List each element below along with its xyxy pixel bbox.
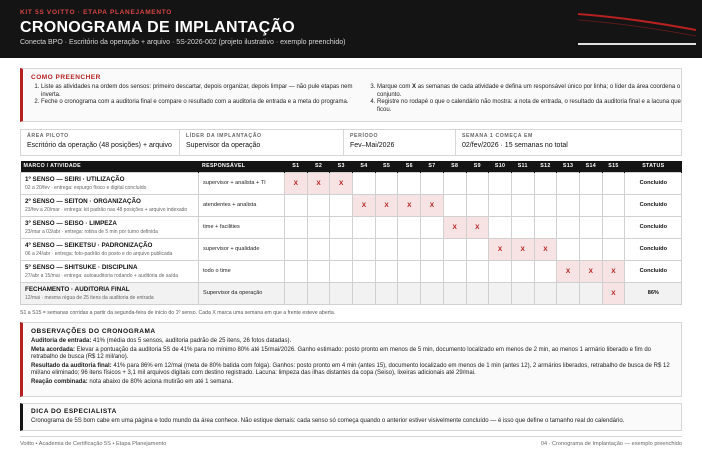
footer-divider bbox=[20, 436, 682, 437]
table-row bbox=[21, 282, 682, 304]
status-cell: Concluído bbox=[625, 172, 682, 194]
week-cell bbox=[579, 172, 602, 194]
week-cell bbox=[489, 260, 512, 282]
week-cell bbox=[307, 194, 330, 216]
step-text-b: as semanas de cada atividade e defina um responsável único por linha; o líder da área coordena o conjunto. bbox=[377, 84, 681, 98]
observation-item bbox=[31, 347, 673, 362]
activity-cell bbox=[21, 216, 199, 238]
responsible-cell: time + facilities bbox=[199, 216, 285, 238]
week-cell bbox=[511, 194, 534, 216]
table-row bbox=[21, 216, 682, 238]
header-decoration-graphic bbox=[572, 0, 702, 58]
week-cell bbox=[466, 260, 489, 282]
how-to-steps-left bbox=[29, 84, 359, 107]
kicker-stage: ETAPA PLANEJAMENTO bbox=[83, 9, 173, 16]
activity-cell bbox=[21, 282, 199, 304]
kicker-separator: · bbox=[77, 9, 81, 16]
expert-tip-title: DICA DO ESPECIALISTA bbox=[31, 408, 117, 415]
meta-period-label: PERÍODO bbox=[350, 133, 379, 139]
week-cell bbox=[489, 216, 512, 238]
week-cell bbox=[421, 238, 444, 260]
week-cell bbox=[375, 260, 398, 282]
observations-title: OBSERVAÇÕES DO CRONOGRAMA bbox=[31, 328, 156, 335]
meta-period-value: Fev–Mai/2026 bbox=[350, 142, 395, 149]
activity-name: 4º SENSO — SEIKETSU · PADRONIZAÇÃO bbox=[25, 241, 153, 249]
week-cell bbox=[534, 216, 557, 238]
table-row bbox=[21, 238, 682, 260]
week-cell bbox=[534, 260, 557, 282]
week-cell bbox=[511, 216, 534, 238]
step-text-a: Marque com bbox=[377, 84, 413, 90]
activity-name: 1º SENSO — SEIRI · UTILIZAÇÃO bbox=[25, 175, 125, 183]
meta-week1-label: SEMANA 1 COMEÇA EM bbox=[462, 133, 533, 139]
how-to-step: 2. Feche o cronograma com a auditoria final e compare o resultado com a auditoria de entrada e a meta do programa. bbox=[41, 99, 359, 107]
how-to-fill-box bbox=[20, 68, 682, 122]
col-week: S4 bbox=[353, 161, 376, 172]
kicker bbox=[20, 9, 172, 16]
table-note: S1 a S15 = semanas corridas a partir da segunda-feira de início do 1º senso. Cada X marca uma semana em que a frente esteve aberta. bbox=[20, 310, 336, 316]
responsible-cell: todo o time bbox=[199, 260, 285, 282]
observation-label: Reação combinada: bbox=[31, 378, 88, 385]
col-activity: MARCO / ATIVIDADE bbox=[21, 161, 199, 172]
week-cell bbox=[330, 238, 353, 260]
week-cell bbox=[443, 194, 466, 216]
footer-right: 04 · Cronograma de Implantação — exemplo preenchido bbox=[540, 441, 682, 447]
table-row bbox=[21, 260, 682, 282]
week-mark-cell: X bbox=[489, 238, 512, 260]
week-cell bbox=[353, 216, 376, 238]
table-row bbox=[21, 172, 682, 194]
week-cell bbox=[421, 172, 444, 194]
week-cell bbox=[557, 194, 580, 216]
page-footer bbox=[20, 441, 682, 451]
week-mark-cell: X bbox=[307, 172, 330, 194]
week-cell bbox=[353, 282, 376, 304]
week-cell bbox=[307, 282, 330, 304]
col-week: S8 bbox=[443, 161, 466, 172]
responsible-cell: Supervisor da operação bbox=[199, 282, 285, 304]
week-mark-cell: X bbox=[421, 194, 444, 216]
observations-box bbox=[20, 322, 682, 397]
meta-week1 bbox=[456, 130, 681, 155]
kicker-brand: KIT 5S VOITTO bbox=[20, 9, 76, 16]
col-week: S1 bbox=[285, 161, 308, 172]
status-cell: Concluído bbox=[625, 260, 682, 282]
week-cell bbox=[285, 238, 308, 260]
week-mark-cell: X bbox=[443, 216, 466, 238]
week-cell bbox=[466, 282, 489, 304]
responsible-cell: supervisor + analista + TI bbox=[199, 172, 285, 194]
week-cell bbox=[421, 282, 444, 304]
meta-week1-value: 02/fev/2026 · 15 semanas no total bbox=[462, 142, 568, 149]
week-mark-cell: X bbox=[375, 194, 398, 216]
col-responsible: RESPONSÁVEL bbox=[199, 161, 285, 172]
col-week: S12 bbox=[534, 161, 557, 172]
week-cell bbox=[330, 194, 353, 216]
footer-left: Voitto • Academia de Certificação 5S • Etapa Planejamento bbox=[20, 441, 167, 447]
week-cell bbox=[443, 282, 466, 304]
week-mark-cell: X bbox=[602, 260, 625, 282]
observation-label: Auditoria de entrada: bbox=[31, 338, 92, 344]
status-cell: 86% bbox=[625, 282, 682, 304]
week-cell bbox=[511, 172, 534, 194]
week-cell bbox=[353, 172, 376, 194]
week-cell bbox=[398, 216, 421, 238]
meta-period bbox=[344, 130, 456, 155]
week-cell bbox=[398, 282, 421, 304]
col-week: S14 bbox=[579, 161, 602, 172]
week-cell bbox=[375, 172, 398, 194]
table-header-row bbox=[21, 161, 682, 172]
observation-item bbox=[31, 338, 673, 346]
week-cell bbox=[285, 216, 308, 238]
meta-leader-value: Supervisor da operação bbox=[186, 142, 261, 149]
week-cell bbox=[579, 282, 602, 304]
week-cell bbox=[602, 194, 625, 216]
col-week: S6 bbox=[398, 161, 421, 172]
responsible-cell: supervisor + qualidade bbox=[199, 238, 285, 260]
col-week: S9 bbox=[466, 161, 489, 172]
week-cell bbox=[579, 216, 602, 238]
col-week: S10 bbox=[489, 161, 512, 172]
how-to-step: 1. Liste as atividades na ordem dos sensos: primeiro descartar, depois organizar, depois limpar — não pule etapas nem inverta. bbox=[41, 84, 359, 99]
observation-label: Resultado da auditoria final: bbox=[31, 362, 112, 369]
how-to-steps-right bbox=[365, 84, 683, 114]
page-title: CRONOGRAMA DE IMPLANTAÇÃO bbox=[20, 19, 296, 36]
week-cell bbox=[511, 282, 534, 304]
week-cell bbox=[511, 260, 534, 282]
week-cell bbox=[534, 172, 557, 194]
week-cell bbox=[534, 194, 557, 216]
week-cell bbox=[330, 216, 353, 238]
responsible-cell: atendentes + analista bbox=[199, 194, 285, 216]
meta-area-value: Escritório da operação (48 posições) + arquivo bbox=[27, 142, 172, 149]
week-cell bbox=[398, 172, 421, 194]
week-cell bbox=[375, 238, 398, 260]
activity-name: 5º SENSO — SHITSUKE · DISCIPLINA bbox=[25, 263, 138, 271]
week-cell bbox=[353, 260, 376, 282]
activity-cell bbox=[21, 260, 199, 282]
page-header bbox=[0, 0, 702, 58]
week-cell bbox=[557, 172, 580, 194]
week-cell bbox=[489, 172, 512, 194]
meta-leader-label: LÍDER DA IMPLANTAÇÃO bbox=[186, 133, 262, 139]
schedule-table bbox=[20, 161, 682, 305]
activity-name: FECHAMENTO · AUDITORIA FINAL bbox=[25, 285, 130, 293]
week-cell bbox=[330, 282, 353, 304]
how-to-fill-title: COMO PREENCHER bbox=[31, 74, 101, 81]
step-mark: X bbox=[412, 84, 417, 90]
activity-detail: 23/mar a 03/abr · entrega: rotina de 5 min por turno definida bbox=[25, 228, 158, 235]
week-cell bbox=[466, 194, 489, 216]
observation-text: 41% para 86% em 12/mai (meta de 80% batida com folga). Ganhos: posto pronto em 4 min (antes 15), documento localizado em menos de 1 min (antes 12), 2 armários liberados, retrabalho de busca de R$ 12 mil/ano eliminado; 96 itens físicos + 3,1 mil arquivos digitais com destino registrado. Lacuna: limpeza das ilhas distantes da copa (Seiso), lixeiras adicionais até 29/mai. bbox=[31, 362, 670, 377]
col-week: S5 bbox=[375, 161, 398, 172]
week-mark-cell: X bbox=[511, 238, 534, 260]
week-cell bbox=[557, 282, 580, 304]
how-to-step: 4. Registre no rodapé o que o calendário não mostra: a nota de entrada, o resultado da auditoria final e a lacuna que ficou. bbox=[377, 99, 683, 114]
week-cell bbox=[489, 194, 512, 216]
col-week: S11 bbox=[511, 161, 534, 172]
week-cell bbox=[489, 282, 512, 304]
week-cell bbox=[285, 282, 308, 304]
week-cell bbox=[579, 194, 602, 216]
week-cell bbox=[285, 260, 308, 282]
week-cell bbox=[285, 194, 308, 216]
week-cell bbox=[534, 282, 557, 304]
week-mark-cell: X bbox=[579, 260, 602, 282]
week-cell bbox=[375, 216, 398, 238]
week-mark-cell: X bbox=[330, 172, 353, 194]
activity-detail: 23/fev a 20/mar · entrega: kit padrão nas 48 posições + arquivo indexado bbox=[25, 206, 188, 213]
week-cell bbox=[421, 260, 444, 282]
col-week: S7 bbox=[421, 161, 444, 172]
week-cell bbox=[602, 172, 625, 194]
observation-text: Elevar a pontuação da auditoria 5S de 41% para no mínimo 80% até 15/mai/2026. Ganho estimado: posto pronto em menos de 5 min, documento localizado em menos de 2 min, ao menos 1 armário liberado e fim do retrabalho de busca (R$ 12 mil/ano). bbox=[31, 346, 652, 361]
table-row bbox=[21, 194, 682, 216]
activity-cell bbox=[21, 172, 199, 194]
observation-text: 41% (média dos 5 sensos, auditoria padrão de 25 itens, 26 fotos datadas). bbox=[91, 338, 292, 344]
activity-detail: 02 a 20/fev · entrega: expurgo físico e digital concluído bbox=[25, 184, 147, 191]
week-cell bbox=[330, 260, 353, 282]
how-to-step bbox=[377, 84, 683, 99]
week-cell bbox=[307, 260, 330, 282]
observation-text: nota abaixo de 80% aciona mutirão em até 1 semana. bbox=[87, 378, 234, 385]
week-mark-cell: X bbox=[602, 282, 625, 304]
status-cell: Concluído bbox=[625, 194, 682, 216]
week-mark-cell: X bbox=[557, 260, 580, 282]
week-cell bbox=[307, 216, 330, 238]
week-cell bbox=[557, 238, 580, 260]
observation-label: Meta acordada: bbox=[31, 346, 76, 353]
week-mark-cell: X bbox=[353, 194, 376, 216]
week-mark-cell: X bbox=[534, 238, 557, 260]
week-cell bbox=[421, 216, 444, 238]
col-week: S3 bbox=[330, 161, 353, 172]
activity-cell bbox=[21, 194, 199, 216]
project-meta bbox=[20, 129, 682, 156]
week-mark-cell: X bbox=[398, 194, 421, 216]
status-cell: Concluído bbox=[625, 216, 682, 238]
week-cell bbox=[466, 238, 489, 260]
week-cell bbox=[443, 238, 466, 260]
week-cell bbox=[443, 172, 466, 194]
week-cell bbox=[353, 238, 376, 260]
col-week: S2 bbox=[307, 161, 330, 172]
activity-name: 2º SENSO — SEITON · ORGANIZAÇÃO bbox=[25, 197, 141, 205]
expert-tip-text: Cronograma de 5S bom cabe em uma página e todo mundo da área conhece. Não estique demais: cada senso só começa quando o anterior estiver visivelmente concluído — é isso que define o tamanho real do calendário. bbox=[31, 418, 625, 424]
week-cell bbox=[602, 216, 625, 238]
page-subtitle: Conecta BPO · Escritório da operação + arquivo · 5S-2026-002 (projeto ilustrativo · exemplo preenchido) bbox=[20, 39, 346, 46]
week-cell bbox=[398, 238, 421, 260]
week-cell bbox=[579, 238, 602, 260]
meta-leader bbox=[180, 130, 344, 155]
week-cell bbox=[398, 260, 421, 282]
col-week: S13 bbox=[557, 161, 580, 172]
week-cell bbox=[466, 172, 489, 194]
week-cell bbox=[375, 282, 398, 304]
meta-area-label: ÁREA PILOTO bbox=[27, 133, 69, 139]
activity-name: 3º SENSO — SEISO · LIMPEZA bbox=[25, 219, 117, 227]
col-week: S15 bbox=[602, 161, 625, 172]
meta-area bbox=[21, 130, 180, 155]
week-cell bbox=[443, 260, 466, 282]
week-cell bbox=[307, 238, 330, 260]
activity-cell bbox=[21, 238, 199, 260]
activity-detail: 12/mai · mesma régua de 25 itens da auditoria de entrada bbox=[25, 294, 154, 301]
week-mark-cell: X bbox=[466, 216, 489, 238]
expert-tip-box bbox=[20, 403, 682, 431]
week-cell bbox=[557, 216, 580, 238]
observation-item bbox=[31, 379, 673, 387]
observation-item bbox=[31, 363, 673, 378]
col-status: STATUS bbox=[625, 161, 682, 172]
week-cell bbox=[602, 238, 625, 260]
activity-detail: 06 a 24/abr · entrega: foto-padrão do posto e do arquivo publicada bbox=[25, 250, 173, 257]
status-cell: Concluído bbox=[625, 238, 682, 260]
activity-detail: 27/abr a 15/mai · entrega: autoauditoria rodando + auditoria de saída bbox=[25, 272, 179, 279]
week-mark-cell: X bbox=[285, 172, 308, 194]
